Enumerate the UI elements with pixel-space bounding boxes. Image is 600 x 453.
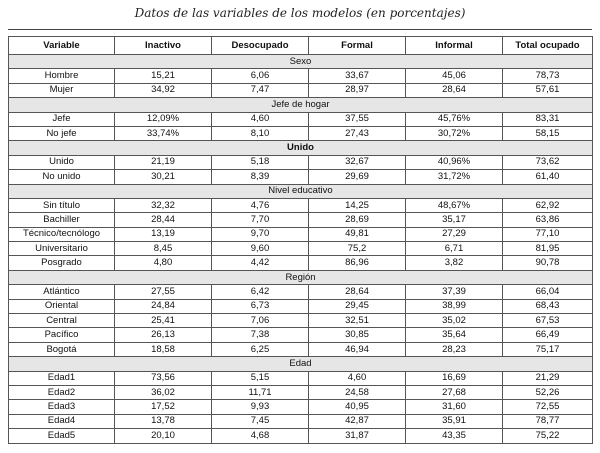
table-cell: 8,10 (212, 126, 309, 140)
caption-rule (8, 29, 592, 30)
section-header-row (9, 98, 593, 112)
table-cell: 4,42 (212, 256, 309, 270)
column-header: Variable (9, 37, 115, 55)
table-cell: 36,02 (115, 385, 212, 399)
table-cell: 6,73 (212, 299, 309, 313)
table-cell: 35,17 (406, 213, 503, 227)
table-cell: 40,96% (406, 155, 503, 169)
table-cell: 83,31 (503, 112, 593, 126)
table-cell: 28,69 (309, 213, 406, 227)
table-cell: 52,26 (503, 385, 593, 399)
table-cell: 37,39 (406, 285, 503, 299)
table-row (9, 371, 593, 385)
table-row (9, 256, 593, 270)
row-label: Central (9, 314, 115, 328)
table-cell: 32,51 (309, 314, 406, 328)
table-cell: 38,99 (406, 299, 503, 313)
column-header: Inactivo (115, 37, 212, 55)
table-cell: 86,96 (309, 256, 406, 270)
row-label: Edad5 (9, 429, 115, 443)
row-label: Universitario (9, 242, 115, 256)
table-cell: 6,42 (212, 285, 309, 299)
table-cell: 90,78 (503, 256, 593, 270)
section-title: Sexo (9, 55, 593, 69)
table-cell: 6,71 (406, 242, 503, 256)
table-cell: 66,49 (503, 328, 593, 342)
table-cell: 31,87 (309, 429, 406, 443)
table-cell: 58,15 (503, 126, 593, 140)
table-cell: 46,94 (309, 342, 406, 356)
table-cell: 31,72% (406, 170, 503, 184)
table-cell: 57,61 (503, 83, 593, 97)
table-row (9, 414, 593, 428)
table-row (9, 342, 593, 356)
table-cell: 68,43 (503, 299, 593, 313)
table-cell: 4,60 (212, 112, 309, 126)
table-cell: 8,39 (212, 170, 309, 184)
table-cell: 61,40 (503, 170, 593, 184)
row-label: Atlántico (9, 285, 115, 299)
table-row (9, 126, 593, 140)
row-label: Jefe (9, 112, 115, 126)
row-label: Mujer (9, 83, 115, 97)
table-cell: 20,10 (115, 429, 212, 443)
table-cell: 28,64 (406, 83, 503, 97)
table-cell: 40,95 (309, 400, 406, 414)
table-row (9, 314, 593, 328)
table-cell: 42,87 (309, 414, 406, 428)
table-cell: 30,21 (115, 170, 212, 184)
section-header-row (9, 270, 593, 284)
table-cell: 30,72% (406, 126, 503, 140)
table-cell: 13,19 (115, 227, 212, 241)
table-cell: 7,06 (212, 314, 309, 328)
table-cell: 26,13 (115, 328, 212, 342)
table-cell: 9,70 (212, 227, 309, 241)
column-header: Formal (309, 37, 406, 55)
table-cell: 67,53 (503, 314, 593, 328)
table-row (9, 242, 593, 256)
table-cell: 7,45 (212, 414, 309, 428)
table-header-row (9, 37, 593, 55)
row-label: Bogotá (9, 342, 115, 356)
row-label: Edad4 (9, 414, 115, 428)
table-cell: 27,55 (115, 285, 212, 299)
row-label: Bachiller (9, 213, 115, 227)
table-cell: 63,86 (503, 213, 593, 227)
table-cell: 81,95 (503, 242, 593, 256)
table-cell: 45,06 (406, 69, 503, 83)
table-row (9, 328, 593, 342)
table-row (9, 385, 593, 399)
table-cell: 35,64 (406, 328, 503, 342)
table-cell: 31,60 (406, 400, 503, 414)
section-title: Jefe de hogar (9, 98, 593, 112)
row-label: Posgrado (9, 256, 115, 270)
row-label: No unido (9, 170, 115, 184)
row-label: Sin título (9, 198, 115, 212)
row-label: Unido (9, 155, 115, 169)
table-cell: 28,23 (406, 342, 503, 356)
table-cell: 4,76 (212, 198, 309, 212)
table-cell: 11,71 (212, 385, 309, 399)
table-body (9, 55, 593, 444)
table-cell: 4,60 (309, 371, 406, 385)
table-row (9, 155, 593, 169)
table-cell: 28,64 (309, 285, 406, 299)
section-header-row (9, 184, 593, 198)
table-cell: 75,22 (503, 429, 593, 443)
table-row (9, 400, 593, 414)
table-cell: 5,18 (212, 155, 309, 169)
table-cell: 35,91 (406, 414, 503, 428)
table-row (9, 227, 593, 241)
row-label: Oriental (9, 299, 115, 313)
table-cell: 4,68 (212, 429, 309, 443)
table-cell: 12,09% (115, 112, 212, 126)
table-cell: 13,78 (115, 414, 212, 428)
row-label: Edad1 (9, 371, 115, 385)
table-cell: 7,47 (212, 83, 309, 97)
table-row (9, 83, 593, 97)
table-cell: 29,45 (309, 299, 406, 313)
table-cell: 30,85 (309, 328, 406, 342)
column-header: Informal (406, 37, 503, 55)
table-cell: 8,45 (115, 242, 212, 256)
table-cell: 4,80 (115, 256, 212, 270)
table-cell: 16,69 (406, 371, 503, 385)
table-cell: 7,38 (212, 328, 309, 342)
row-label: No jefe (9, 126, 115, 140)
table-cell: 37,55 (309, 112, 406, 126)
table-cell: 32,32 (115, 198, 212, 212)
table-cell: 72,55 (503, 400, 593, 414)
table-cell: 29,69 (309, 170, 406, 184)
table-cell: 34,92 (115, 83, 212, 97)
table-cell: 6,06 (212, 69, 309, 83)
table-cell: 35,02 (406, 314, 503, 328)
table-cell: 25,41 (115, 314, 212, 328)
table-cell: 6,25 (212, 342, 309, 356)
table-row (9, 299, 593, 313)
table-cell: 9,60 (212, 242, 309, 256)
section-title: Nivel educativo (9, 184, 593, 198)
table-cell: 78,73 (503, 69, 593, 83)
table-cell: 33,74% (115, 126, 212, 140)
table-cell: 18,58 (115, 342, 212, 356)
section-title: Edad (9, 357, 593, 371)
table-cell: 21,29 (503, 371, 593, 385)
table-cell: 75,17 (503, 342, 593, 356)
section-title: Unido (9, 141, 593, 155)
row-label: Hombre (9, 69, 115, 83)
table-cell: 27,43 (309, 126, 406, 140)
table-cell: 27,68 (406, 385, 503, 399)
table-cell: 3,82 (406, 256, 503, 270)
table-row (9, 112, 593, 126)
column-header: Desocupado (212, 37, 309, 55)
table-cell: 78,77 (503, 414, 593, 428)
table-cell: 49,81 (309, 227, 406, 241)
table-row (9, 285, 593, 299)
table-cell: 66,04 (503, 285, 593, 299)
column-header: Total ocupado (503, 37, 593, 55)
table-cell: 24,84 (115, 299, 212, 313)
section-header-row (9, 141, 593, 155)
section-header-row (9, 55, 593, 69)
table-cell: 14,25 (309, 198, 406, 212)
table-cell: 24,58 (309, 385, 406, 399)
row-label: Técnico/tecnólogo (9, 227, 115, 241)
table-cell: 32,67 (309, 155, 406, 169)
table-caption: Datos de las variables de los modelos (en porcentajes) (134, 6, 466, 20)
table-row (9, 170, 593, 184)
table-cell: 73,62 (503, 155, 593, 169)
table-cell: 75,2 (309, 242, 406, 256)
data-table (8, 36, 593, 444)
row-label: Edad2 (9, 385, 115, 399)
row-label: Edad3 (9, 400, 115, 414)
table-cell: 73,56 (115, 371, 212, 385)
section-title: Región (9, 270, 593, 284)
table-cell: 15,21 (115, 69, 212, 83)
table-cell: 77,10 (503, 227, 593, 241)
table-cell: 17,52 (115, 400, 212, 414)
section-header-row (9, 357, 593, 371)
table-cell: 33,67 (309, 69, 406, 83)
table-row (9, 429, 593, 443)
table-cell: 28,97 (309, 83, 406, 97)
table-cell: 62,92 (503, 198, 593, 212)
row-label: Pacífico (9, 328, 115, 342)
table-cell: 48,67% (406, 198, 503, 212)
table-cell: 27,29 (406, 227, 503, 241)
table-cell: 5,15 (212, 371, 309, 385)
table-cell: 7,70 (212, 213, 309, 227)
table-row (9, 69, 593, 83)
table-cell: 43,35 (406, 429, 503, 443)
table-cell: 9,93 (212, 400, 309, 414)
table-row (9, 213, 593, 227)
table-cell: 45,76% (406, 112, 503, 126)
table-cell: 28,44 (115, 213, 212, 227)
table-row (9, 198, 593, 212)
table-cell: 21,19 (115, 155, 212, 169)
